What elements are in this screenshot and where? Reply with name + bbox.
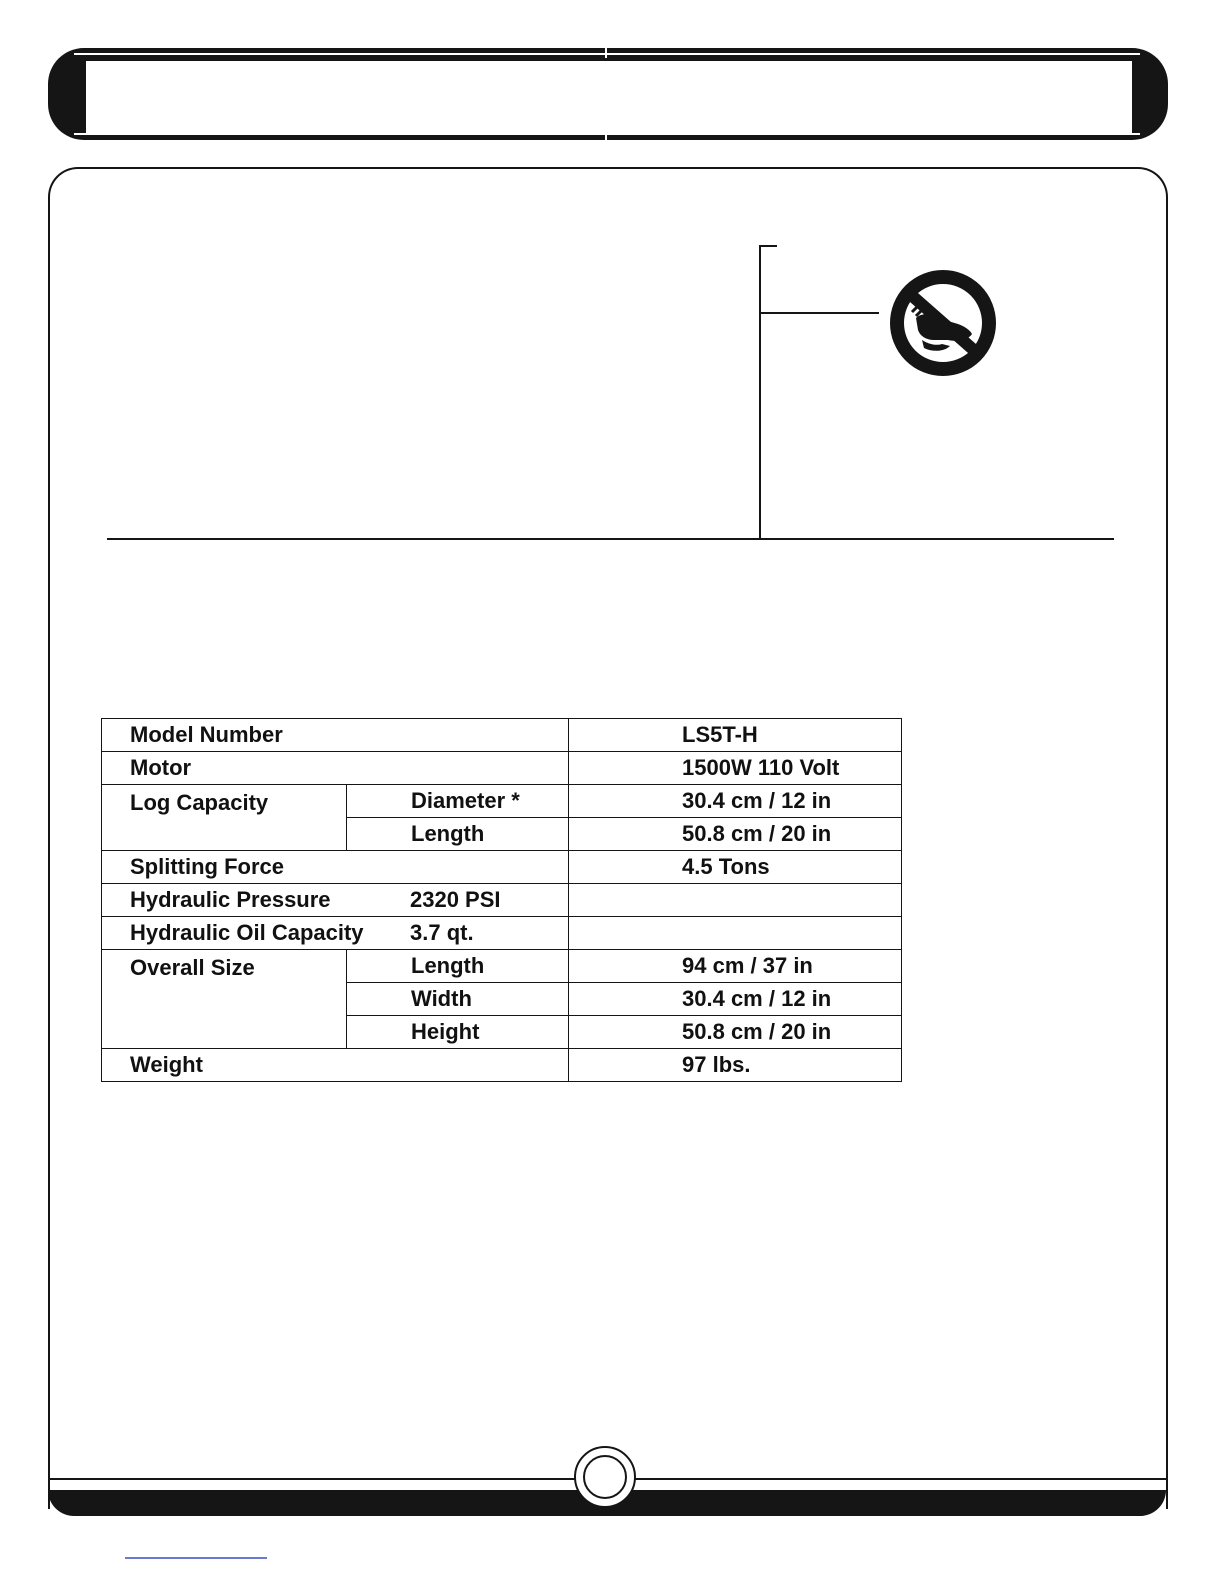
spec-value: 30.4 cm / 12 in [569, 983, 902, 1016]
table-row [102, 851, 902, 884]
spec-sublabel: Diameter * [347, 785, 569, 818]
spec-label: Motor [102, 752, 569, 785]
spec-value: 94 cm / 37 in [569, 950, 902, 983]
spec-label: Model Number [102, 719, 569, 752]
page-number-badge-inner [583, 1455, 627, 1499]
spec-value: 4.5 Tons [569, 851, 902, 884]
callout-top-tick [759, 245, 777, 247]
spec-label: Log Capacity [102, 785, 347, 851]
spec-label: Hydraulic Oil Capacity [130, 920, 364, 945]
table-row [102, 752, 902, 785]
spec-label: Overall Size [102, 950, 347, 1049]
spec-label: Splitting Force [102, 851, 569, 884]
table-row [102, 917, 902, 950]
spec-value: 50.8 cm / 20 in [569, 1016, 902, 1049]
header-center-tick-top [605, 48, 607, 58]
header-center-tick-bottom [605, 129, 607, 140]
callout-leader-line [759, 312, 879, 314]
specifications-table [101, 718, 902, 1082]
spec-value: 97 lbs. [569, 1049, 902, 1082]
spec-combined-cell [102, 917, 569, 950]
spec-value: 2320 PSI [410, 887, 501, 912]
link-underline[interactable] [125, 1557, 267, 1559]
table-row [102, 785, 902, 818]
header-rule-bottom [74, 133, 1140, 135]
section-divider [107, 538, 1114, 540]
spec-value: 3.7 qt. [410, 920, 474, 945]
table-row [102, 950, 902, 983]
table-row [102, 719, 902, 752]
callout-vertical-line [759, 245, 761, 539]
spec-sublabel: Length [347, 818, 569, 851]
no-touch-prohibition-icon [888, 268, 998, 378]
spec-value: 1500W 110 Volt [569, 752, 902, 785]
spec-value: 30.4 cm / 12 in [569, 785, 902, 818]
spec-sublabel: Height [347, 1016, 569, 1049]
spec-value: LS5T-H [569, 719, 902, 752]
spec-label: Hydraulic Pressure [130, 887, 331, 912]
table-row [102, 884, 902, 917]
spec-sublabel: Width [347, 983, 569, 1016]
spec-empty-cell [569, 917, 902, 950]
header-title-area [84, 57, 1134, 138]
spec-empty-cell [569, 884, 902, 917]
spec-label: Weight [102, 1049, 569, 1082]
spec-combined-cell [102, 884, 569, 917]
spec-sublabel: Length [347, 950, 569, 983]
spec-value: 50.8 cm / 20 in [569, 818, 902, 851]
table-row [102, 1049, 902, 1082]
header-rule-top [74, 53, 1140, 55]
